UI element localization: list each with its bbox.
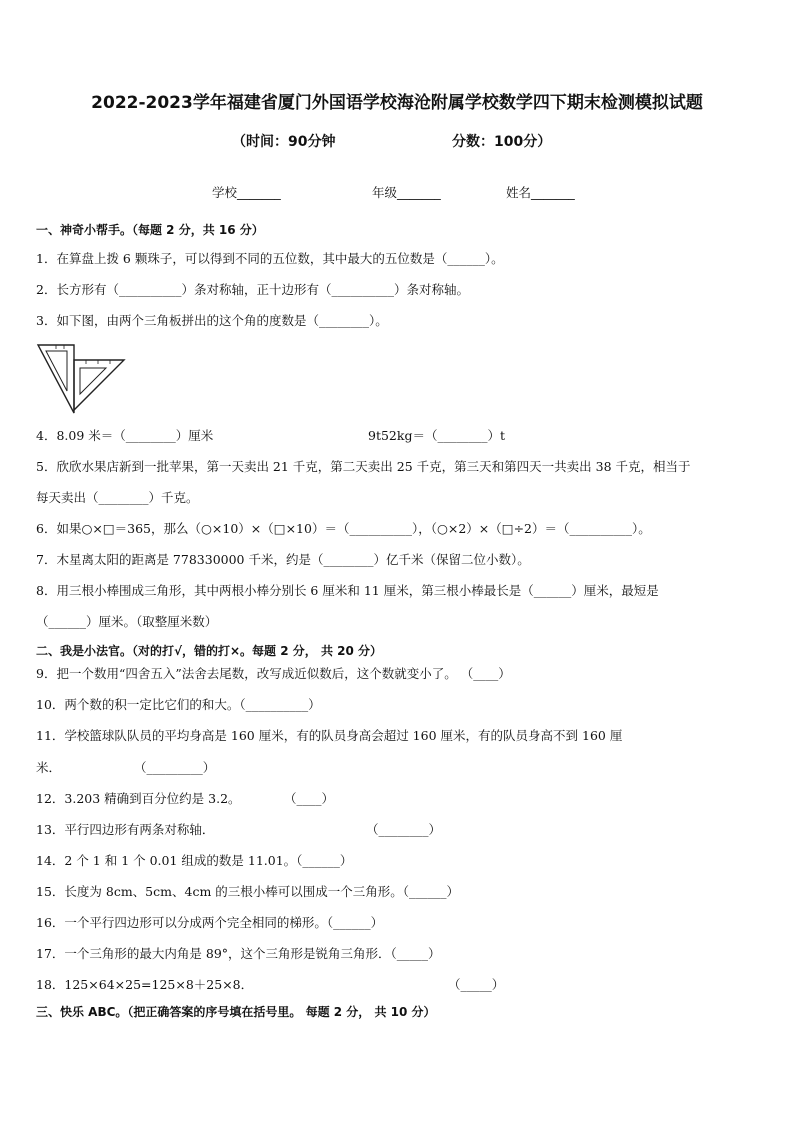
question-11-answer: （_________） <box>134 760 216 775</box>
page-title: 2022-2023学年福建省厦门外国语学校海沧附属学校数学四下期末检测模拟试题 <box>91 93 703 113</box>
question-3: 3．如下图，由两个三角板拼出的这个角的度数是（________）。 <box>36 313 388 328</box>
exam-score: 分数：100分） <box>452 134 552 150</box>
name-field: 姓名_______ <box>506 185 575 200</box>
exam-time: （时间：90分钟 <box>232 134 336 150</box>
school-field: 学校_______ <box>212 185 281 200</box>
question-7: 7．木星离太阳的距离是 778330000 千米，约是（________）亿千米（保留二位小数）。 <box>36 552 530 567</box>
question-8-line-1: 8．用三根小棒围成三角形，其中两根小棒分别长 6 厘米和 11 厘米，第三根小棒最长是（______）厘米，最短是 <box>36 583 659 598</box>
question-11-line-2: 米． <box>36 760 62 775</box>
question-14: 14．2 个 1 和 1 个 0.01 组成的数是 11.01。（______） <box>36 853 353 868</box>
question-10: 10．两个数的积一定比它们的和大。（__________） <box>36 697 321 712</box>
question-1: 1．在算盘上拨 6 颗珠子，可以得到不同的五位数，其中最大的五位数是（______）。 <box>36 251 504 266</box>
question-6: 6．如果○×□＝365，那么（○×10）×（□×10）＝（__________），（○×2）×（□÷2）＝（__________）。 <box>36 521 651 536</box>
question-13-answer: （________） <box>366 822 442 837</box>
question-12: 12．3.203 精确到百分位约是 3.2。 <box>36 791 241 806</box>
question-4a: 4．8.09 米＝（________）厘米 <box>36 428 214 443</box>
question-15: 15．长度为 8cm、5cm、4cm 的三根小棒可以围成一个三角形。（______） <box>36 884 460 899</box>
question-13: 13．平行四边形有两条对称轴． <box>36 822 215 837</box>
question-4b: 9t52kg＝（________）t <box>368 428 505 443</box>
question-5-line-2: 每天卖出（________）千克。 <box>36 490 199 505</box>
question-16: 16．一个平行四边形可以分成两个完全相同的梯形。（______） <box>36 915 384 930</box>
section-2-heading: 二、我是小法官。（对的打√，错的打×。每题 2 分， 共 20 分） <box>36 644 382 658</box>
question-12-answer: （____） <box>284 791 335 806</box>
question-11-line-1: 11．学校篮球队队员的平均身高是 160 厘米，有的队员身高会超过 160 厘米，有的队员身高不到 160 厘 <box>36 728 623 743</box>
question-9: 9．把一个数用“四舍五入”法舍去尾数，改写成近似数后，这个数就变小了。 （____） <box>36 666 511 681</box>
section-3-heading: 三、快乐 ABC。（把正确答案的序号填在括号里。 每题 2 分， 共 10 分） <box>36 1005 436 1019</box>
question-5-line-1: 5．欣欣水果店新到一批苹果，第一天卖出 21 千克，第二天卖出 25 千克，第三天和第四天一共卖出 38 千克，相当于 <box>36 459 691 474</box>
grade-field: 年级_______ <box>372 185 441 200</box>
question-2: 2．长方形有（__________）条对称轴，正十边形有（__________）条对称轴。 <box>36 282 469 297</box>
question-18-answer: （_____） <box>448 977 505 992</box>
question-8-line-2: （______）厘米。（取整厘米数） <box>36 614 218 629</box>
question-17: 17．一个三角形的最大内角是 89°，这个三角形是锐角三角形．（_____） <box>36 946 441 961</box>
triangle-rulers-figure <box>36 343 126 415</box>
section-1-heading: 一、神奇小帮手。（每题 2 分，共 16 分） <box>36 223 264 237</box>
question-18: 18．125×64×25=125×8＋25×8． <box>36 977 254 992</box>
